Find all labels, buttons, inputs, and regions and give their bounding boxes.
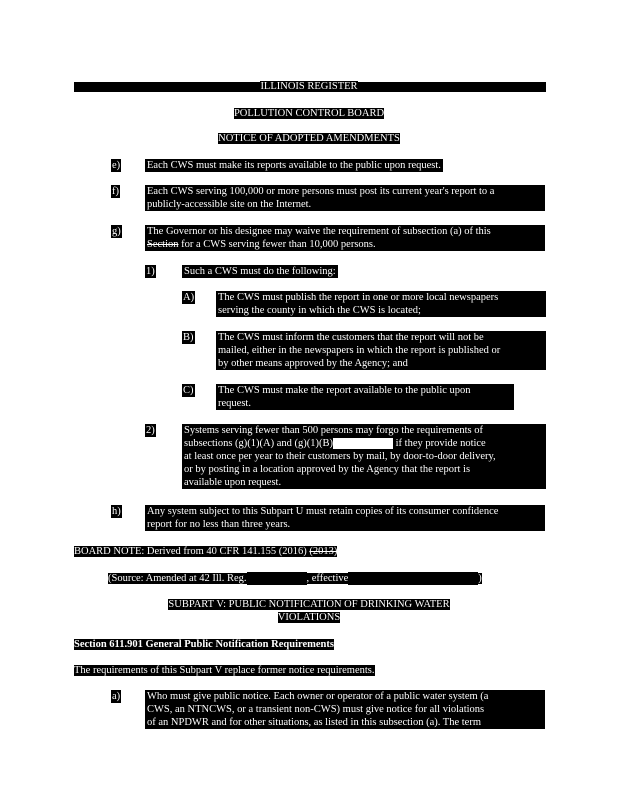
item-f-label: f) xyxy=(112,186,119,197)
subpart-heading-line1: SUBPART V: PUBLIC NOTIFICATION OF DRINKING WATER xyxy=(168,599,450,610)
section-title: Section 611.901 General Public Notification Requirements xyxy=(74,639,334,650)
section-item-a-text: Who must give public notice. Each owner or operator of a public water system (a CWS, an NTNCWS, or a transient non-CWS) must give notice for all violations of an NPDWR and for other situations, as listed in this subsection (a). The term xyxy=(145,690,545,729)
item-g-text: The Governor or his designee may waive the requirement of subsection (a) of this Section for a CWS serving fewer than 10,000 persons. xyxy=(145,225,545,251)
item-g1A-label: A) xyxy=(183,292,195,303)
item-h-text: Any system subject to this Subpart U must retain copies of its consumer confidence report for no less than three years. xyxy=(145,505,545,531)
item-g1C-label: C) xyxy=(183,385,194,396)
item-g1B-text: The CWS must inform the customers that the report will not be mailed, either in the newspapers in which the report is published or by other means approved by the Agency; and xyxy=(216,331,546,370)
item-h-label: h) xyxy=(112,506,121,517)
section-intro: The requirements of this Subpart V replace former notice requirements. xyxy=(74,665,375,676)
item-g2-text: Systems serving fewer than 500 persons may forgo the requirements of subsections (g)(1)(A) and (g)(1)(B) if they provide notice at least once per year to their customers by mail, by door-to-door delivery, or by posting in a location approved by the Agency that the report is available upon request. xyxy=(182,424,546,489)
item-g-label: g) xyxy=(112,226,121,237)
item-g1B-label: B) xyxy=(183,332,194,343)
item-g1-text: Such a CWS must do the following: xyxy=(184,266,336,277)
item-e-text: Each CWS must make its reports available to the public upon request. xyxy=(147,160,441,171)
item-g2-label: 2) xyxy=(146,425,155,436)
board-title: POLLUTION CONTROL BOARD xyxy=(233,108,385,119)
item-f-text: Each CWS serving 100,000 or more persons must post its current year's report to a publicly-accessible site on the Internet. xyxy=(145,185,545,211)
redaction-gap xyxy=(333,438,393,449)
board-note: BOARD NOTE: Derived from 40 CFR 141.155 (2016) (2013) xyxy=(74,546,338,557)
section-item-a-label: a) xyxy=(112,691,121,702)
item-e-label: e) xyxy=(112,160,121,171)
subpart-heading-line2: VIOLATIONS xyxy=(277,612,341,623)
source-line: (Source: Amended at 42 Ill. Reg. , effective ) xyxy=(108,573,482,584)
item-g1C-text: The CWS must make the report available to the public upon request. xyxy=(216,384,514,410)
notice-title: NOTICE OF ADOPTED AMENDMENTS xyxy=(218,133,400,144)
item-g1A-text: The CWS must publish the report in one or more local newspapers serving the county in which the CWS is located; xyxy=(216,291,546,317)
register-title: ILLINOIS REGISTER xyxy=(260,81,358,92)
item-g1-label: 1) xyxy=(146,266,155,277)
